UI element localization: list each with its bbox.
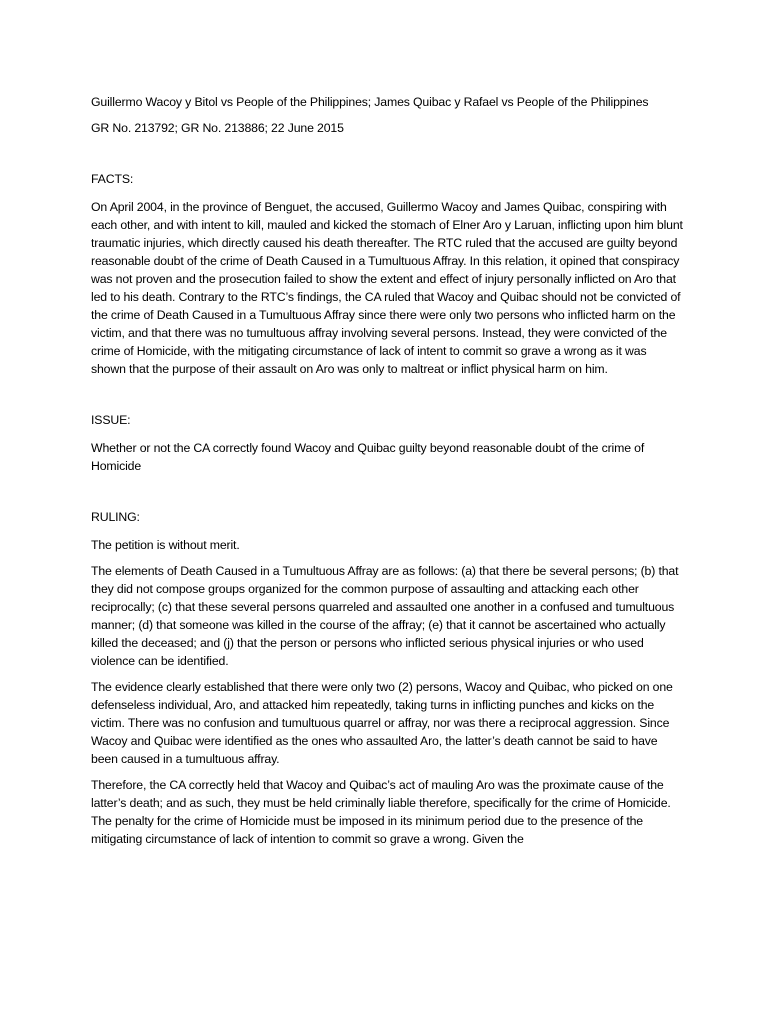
facts-heading: FACTS: (91, 172, 134, 186)
document-body (91, 93, 683, 856)
ruling-paragraph-1: The petition is without merit. (91, 538, 240, 552)
ruling-paragraph-2: The elements of Death Caused in a Tumultuous Affray are as follows: (a) that there be several persons; (b) that they did not compose groups organized for the common purpose of assaulting and attacking each other reciprocally; (c) that these several persons quarreled and assaulted one another in a confused and tumultuous manner; (d) that someone was killed in the course of the affray; (e) that it cannot be ascertained who actually killed the deceased; and (j) that the person or persons who inflicted serious physical injuries or who used violence can be identified. (91, 564, 679, 668)
issue-paragraph: Whether or not the CA correctly found Wacoy and Quibac guilty beyond reasonable doubt of the crime of Homicide (91, 441, 645, 473)
case-title: Guillermo Wacoy y Bitol vs People of the Philippines; James Quibac y Rafael vs People of the Philippines (91, 95, 649, 109)
facts-paragraph: On April 2004, in the province of Benguet, the accused, Guillermo Wacoy and James Quibac, conspiring with each other, and with intent to kill, mauled and kicked the stomach of Elner Aro y Laruan, inflicting upon him blunt traumatic injuries, which directly caused his death thereafter. The RTC ruled that the accused are guilty beyond reasonable doubt of the crime of Death Caused in a Tumultuous Affray. In this relation, it opined that conspiracy was not proven and the prosecution failed to show the extent and effect of injury personally inflicted on Aro that led to his death. Contrary to the RTC’s findings, the CA ruled that Wacoy and Quibac should not be convicted of the crime of Death Caused in a Tumultuous Affray since there were only two persons who inflicted harm on the victim, and that there was no tumultuous affray involving several persons. Instead, they were convicted of the crime of Homicide, with the mitigating circumstance of lack of intent to commit so grave a wrong as it was shown that the purpose of their assault on Aro was only to maltreat or inflict physical harm on him. (91, 200, 683, 376)
case-number: GR No. 213792; GR No. 213886; 22 June 2015 (91, 121, 344, 135)
ruling-paragraph-4: Therefore, the CA correctly held that Wacoy and Quibac’s act of mauling Aro was the proximate cause of the latter’s death; and as such, they must be held criminally liable therefore, specifically for the crime of Homicide. The penalty for the crime of Homicide must be imposed in its minimum period due to the presence of the mitigating circumstance of lack of intention to commit so grave a wrong. Given the (91, 778, 671, 846)
issue-heading: ISSUE: (91, 413, 131, 427)
ruling-heading: RULING: (91, 510, 140, 524)
ruling-paragraph-3: The evidence clearly established that there were only two (2) persons, Wacoy and Quibac, who picked on one defenseless individual, Aro, and attacked him repeatedly, taking turns in inflicting punches and kicks on the victim. There was no confusion and tumultuous quarrel or affray, nor was there a reciprocal aggression. Since Wacoy and Quibac were identified as the ones who assaulted Aro, the latter’s death cannot be said to have been caused in a tumultuous affray. (91, 680, 673, 766)
